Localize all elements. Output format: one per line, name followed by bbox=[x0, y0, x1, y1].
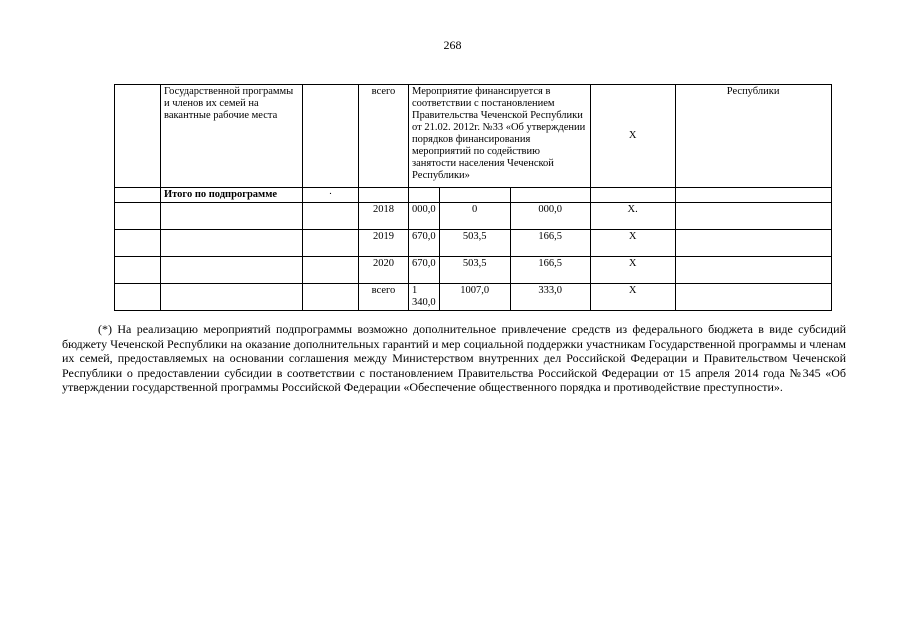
cell-empty bbox=[675, 257, 831, 284]
cell-empty bbox=[161, 284, 303, 311]
cell-year: всего bbox=[359, 85, 409, 188]
cell-x: Х bbox=[590, 257, 675, 284]
cell-federal: 0 bbox=[439, 203, 510, 230]
cell-empty bbox=[303, 230, 359, 257]
page-number: 268 bbox=[443, 38, 462, 52]
cell-year: 2018 bbox=[359, 203, 409, 230]
cell-empty bbox=[161, 230, 303, 257]
cell-empty bbox=[115, 257, 161, 284]
cell-total-label: Итого по подпрограмме bbox=[161, 188, 303, 203]
cell-program-text: Государственной программы и членов их семей на вакантные рабочие места bbox=[161, 85, 303, 188]
cell-empty bbox=[675, 230, 831, 257]
cell-federal: 503,5 bbox=[439, 230, 510, 257]
cell-federal: 503,5 bbox=[439, 257, 510, 284]
cell-republic: 333,0 bbox=[510, 284, 590, 311]
financing-table bbox=[114, 84, 832, 311]
cell-empty bbox=[303, 203, 359, 230]
cell-empty bbox=[590, 188, 675, 203]
cell-empty bbox=[115, 203, 161, 230]
table-row bbox=[115, 203, 832, 230]
cell-republic: 000,0 bbox=[510, 203, 590, 230]
cell-x: Х. bbox=[590, 203, 675, 230]
cell-total: 670,0 bbox=[409, 230, 440, 257]
cell-x: Х bbox=[590, 85, 675, 188]
cell-federal: 1007,0 bbox=[439, 284, 510, 311]
cell-empty bbox=[439, 188, 510, 203]
cell-republic: 166,5 bbox=[510, 257, 590, 284]
cell-empty bbox=[510, 188, 590, 203]
cell-empty bbox=[161, 203, 303, 230]
footnote: (*) На реализацию мероприятий подпрограммы возможно дополнительное привлечение средств из федерального бюджета в виде субсидий бюджету Чеченской Республики на оказание дополнительных гарантий и мер социальной поддержки участникам Государственной программы и членам их семей, предоставляемых на основании соглашения между Министерством внутренних дел Российской Федерации и Правительством Чеченской Республики о предоставлении субсидии в соответствии с постановлением Правительства Российской Федерации от 15 апреля 2014 года №345 «Об утверждении государственной программы Российской Федерации «Обеспечение общественного порядка и противодействие преступности». bbox=[62, 322, 846, 394]
cell-empty bbox=[115, 284, 161, 311]
cell-empty bbox=[675, 188, 831, 203]
cell-financing-note: Мероприятие финансируется в соответствии с постановлением Правительства Чеченской Республики от 21.02. 2012г. №33 «Об утверждении порядков финансирования мероприятий по содействию занятости населения Чеченской Республики» bbox=[409, 85, 591, 188]
table-row bbox=[115, 284, 832, 311]
cell-total: 1 340,0 bbox=[409, 284, 440, 311]
cell-year: 2020 bbox=[359, 257, 409, 284]
cell-empty bbox=[115, 188, 161, 203]
cell-total: 670,0 bbox=[409, 257, 440, 284]
cell-empty bbox=[409, 188, 440, 203]
cell-empty bbox=[303, 257, 359, 284]
cell-empty bbox=[675, 284, 831, 311]
cell-empty bbox=[303, 85, 359, 188]
cell-total-mark: · bbox=[303, 188, 359, 203]
cell-empty bbox=[359, 188, 409, 203]
cell-year: всего bbox=[359, 284, 409, 311]
cell-empty bbox=[115, 230, 161, 257]
table-row bbox=[115, 257, 832, 284]
cell-executor: Республики bbox=[675, 85, 831, 188]
cell-empty bbox=[303, 284, 359, 311]
cell-empty bbox=[161, 257, 303, 284]
table-row-program bbox=[115, 85, 832, 188]
cell-x: Х bbox=[590, 284, 675, 311]
cell-republic: 166,5 bbox=[510, 230, 590, 257]
table-row-total-header bbox=[115, 188, 832, 203]
cell-x: Х bbox=[590, 230, 675, 257]
cell-empty bbox=[115, 85, 161, 188]
table-row bbox=[115, 230, 832, 257]
cell-year: 2019 bbox=[359, 230, 409, 257]
cell-total: 000,0 bbox=[409, 203, 440, 230]
cell-empty bbox=[675, 203, 831, 230]
